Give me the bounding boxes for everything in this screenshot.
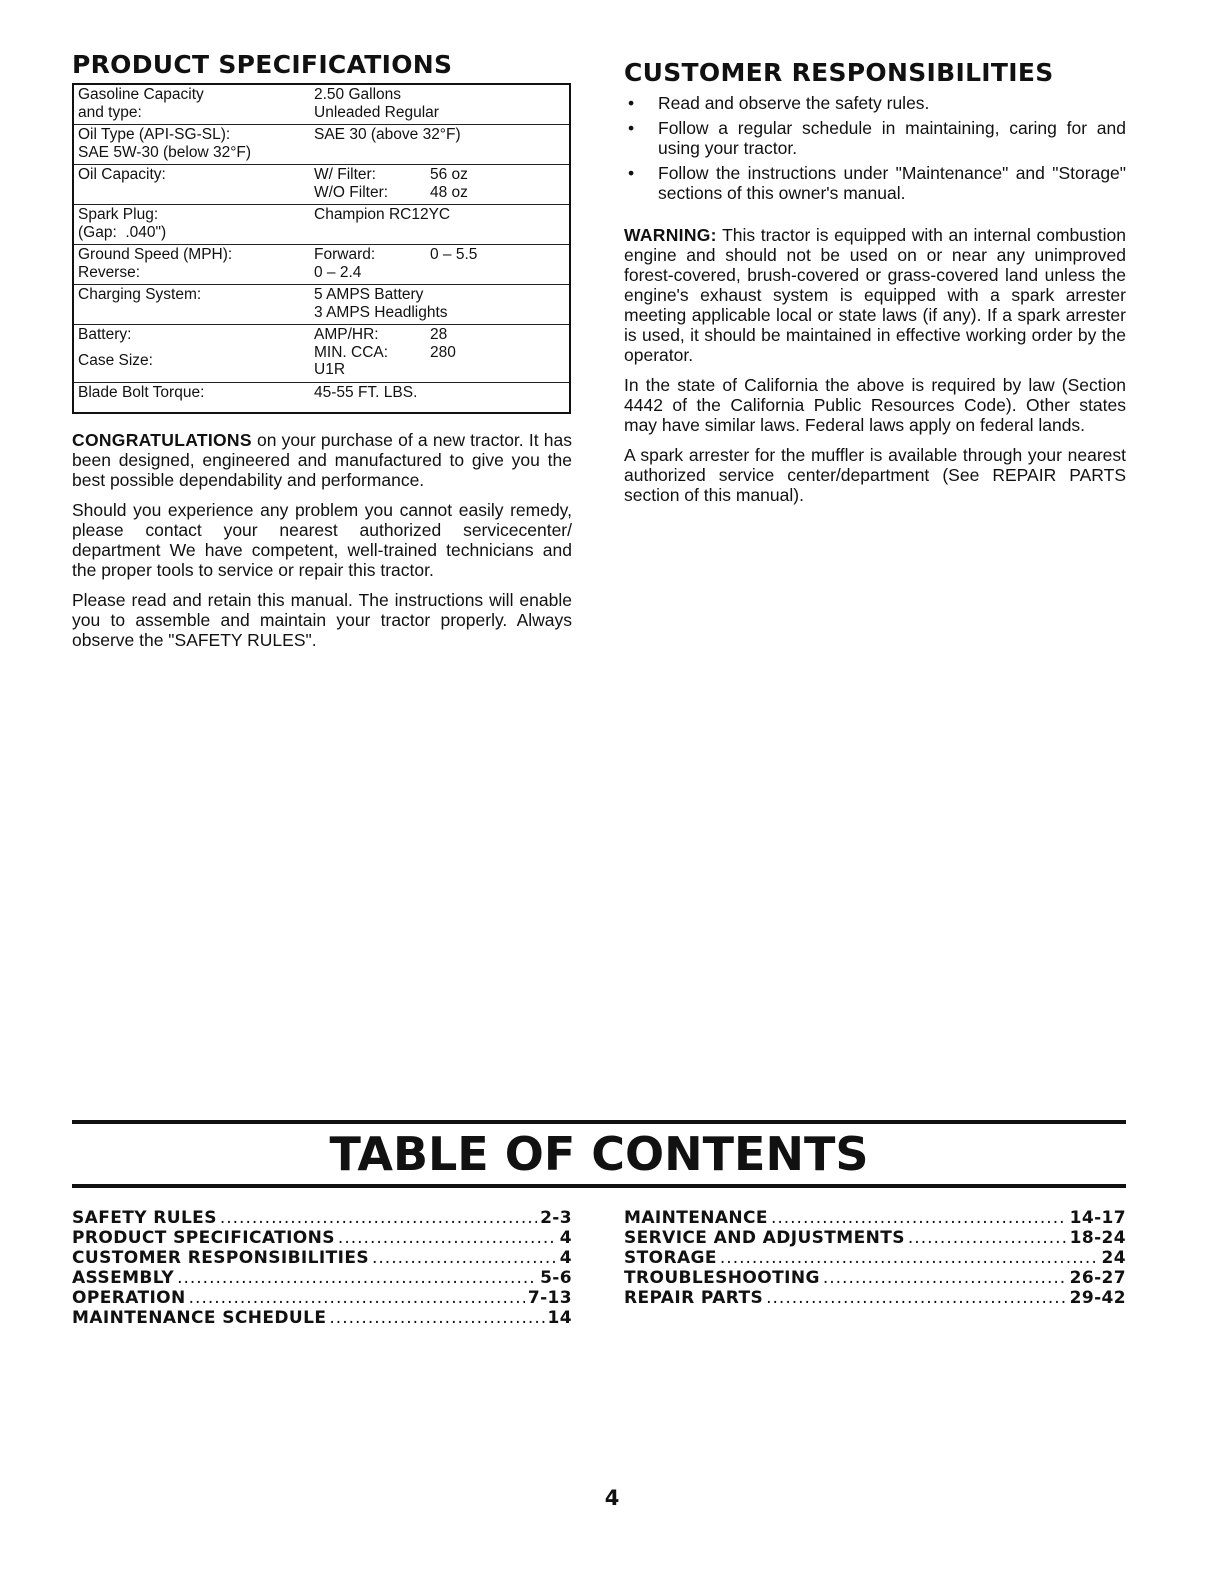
congratulations-label: CONGRATULATIONS bbox=[72, 430, 252, 450]
spec-label: Charging System: bbox=[78, 286, 202, 303]
spec-value: 56 oz bbox=[430, 166, 468, 183]
spec-label: Battery: bbox=[78, 326, 132, 343]
spec-sublabel: W/O Filter: bbox=[314, 183, 389, 201]
toc-bottom-rule bbox=[72, 1184, 1126, 1188]
spec-label: Blade Bolt Torque: bbox=[78, 383, 205, 401]
right-column bbox=[624, 60, 1126, 515]
spec-value: 28 bbox=[430, 326, 448, 343]
spec-value: Champion RC12YC bbox=[314, 206, 451, 223]
spec-value: 2.50 Gallons bbox=[314, 86, 402, 103]
spec-sublabel: AMP/HR: bbox=[314, 326, 379, 343]
toc-entry-operation[interactable]: OPERATION ..... 7-13 bbox=[72, 1288, 572, 1308]
warning-paragraph: WARNING: This tractor is equipped with an internal combustion engine and should not be used on or near any unimproved forest-covered, brush-covered or grass-covered land unless the engine's exhaust system is equipped with a spark arrester meeting applicable local or state laws (if any). If a spark arrester is used, it should be maintained in effective working order by the operator. bbox=[624, 225, 1126, 365]
spec-sublabel: W/ Filter: bbox=[314, 166, 376, 183]
spec-sublabel: Forward: bbox=[314, 246, 376, 263]
toc-entry-maintenance[interactable]: MAINTENANCE ..... 14-17 bbox=[624, 1208, 1126, 1228]
spec-value: 5 AMPS Battery bbox=[314, 286, 424, 303]
spec-label: Ground Speed (MPH): bbox=[78, 246, 233, 263]
spec-value: 0 – 5.5 bbox=[430, 246, 478, 263]
retain-manual-paragraph: Please read and retain this manual. The instructions will enable you to assemble and maintain your tractor properly. Always observe the "SAFETY RULES". bbox=[72, 590, 572, 650]
spec-row-blade-bolt bbox=[73, 382, 570, 413]
toc-entry-storage[interactable]: STORAGE ..... 24 bbox=[624, 1248, 1126, 1268]
customer-responsibilities-heading: CUSTOMER RESPONSIBILITIES bbox=[624, 58, 1054, 87]
toc-entry-product-specifications[interactable]: PRODUCT SPECIFICATIONS ..... 4 bbox=[72, 1228, 572, 1248]
toc-entry-service-and-adjustments[interactable]: SERVICE AND ADJUSTMENTS ..... 18-24 bbox=[624, 1228, 1126, 1248]
bullet-icon: • bbox=[628, 93, 635, 113]
specifications-table bbox=[72, 83, 571, 414]
spec-row-oil-capacity bbox=[73, 165, 570, 205]
spec-label: Reverse: bbox=[78, 263, 141, 281]
spec-sublabel: MIN. CCA: bbox=[314, 343, 389, 361]
responsibilities-list bbox=[624, 93, 1126, 203]
spec-label: SAE 5W-30 (below 32°F) bbox=[78, 143, 252, 161]
left-column bbox=[72, 52, 572, 660]
spec-row-battery bbox=[73, 325, 570, 383]
list-item: • Follow a regular schedule in maintaining, caring for and using your tractor. bbox=[628, 118, 1126, 158]
product-specifications-heading: PRODUCT SPECIFICATIONS bbox=[72, 50, 453, 79]
spec-label: Oil Capacity: bbox=[78, 166, 166, 183]
spec-value: 48 oz bbox=[430, 183, 468, 201]
list-item: • Follow the instructions under "Maintenance" and "Storage" sections of this owner's manual. bbox=[628, 163, 1126, 203]
spec-value: 280 bbox=[430, 343, 456, 361]
spark-arrester-paragraph: A spark arrester for the muffler is available through your nearest authorized service center/department (See REPAIR PARTS section of this manual). bbox=[624, 445, 1126, 505]
bullet-icon: • bbox=[628, 163, 635, 183]
congratulations-paragraph: CONGRATULATIONS on your purchase of a new tractor. It has been designed, engineered and manufactured to give you the best possible dependability and performance. bbox=[72, 430, 572, 490]
spec-label: Spark Plug: bbox=[78, 206, 159, 223]
toc-entry-safety-rules[interactable]: SAFETY RULES ..... 2-3 bbox=[72, 1208, 572, 1228]
spec-value: Unleaded Regular bbox=[314, 103, 439, 121]
spec-label: Oil Type (API-SG-SL): bbox=[78, 126, 231, 143]
toc-entry-maintenance-schedule[interactable]: MAINTENANCE SCHEDULE ..... 14 bbox=[72, 1308, 572, 1328]
spec-value: SAE 30 (above 32°F) bbox=[314, 126, 461, 143]
bullet-icon: • bbox=[628, 118, 635, 138]
spec-value: U1R bbox=[314, 361, 346, 378]
spec-label: and type: bbox=[78, 103, 142, 121]
spec-row-oil-type bbox=[73, 125, 570, 165]
toc-entry-customer-responsibilities[interactable]: CUSTOMER RESPONSIBILITIES ..... 4 bbox=[72, 1248, 572, 1268]
spec-value: 0 – 2.4 bbox=[314, 263, 362, 281]
spec-label: Gasoline Capacity bbox=[78, 86, 204, 103]
toc-left-column bbox=[72, 1208, 572, 1328]
spec-value: 3 AMPS Headlights bbox=[314, 303, 448, 321]
spec-label: (Gap: .040") bbox=[78, 223, 167, 241]
spec-row-charging bbox=[73, 285, 570, 325]
spec-row-spark-plug bbox=[73, 205, 570, 245]
table-of-contents-heading: TABLE OF CONTENTS bbox=[329, 1127, 869, 1181]
warning-label: WARNING: bbox=[624, 225, 717, 245]
california-paragraph: In the state of California the above is required by law (Section 4442 of the California Public Resources Code). Other states may have similar laws. Federal laws apply on federal lands. bbox=[624, 375, 1126, 435]
toc-entry-assembly[interactable]: ASSEMBLY ..... 5-6 bbox=[72, 1268, 572, 1288]
spec-label: Case Size: bbox=[78, 351, 153, 369]
toc-entry-repair-parts[interactable]: REPAIR PARTS ..... 29-42 bbox=[624, 1288, 1126, 1308]
spec-value: 45-55 FT. LBS. bbox=[314, 383, 418, 401]
list-item: • Read and observe the safety rules. bbox=[628, 93, 930, 113]
service-paragraph: Should you experience any problem you cannot easily remedy, please contact your nearest authorized servicecenter/ department We have competent, well-trained technicians and the proper tools to service or repair this tractor. bbox=[72, 500, 572, 580]
page-number: 4 bbox=[604, 1486, 620, 1510]
toc-entry-troubleshooting[interactable]: TROUBLESHOOTING ..... 26-27 bbox=[624, 1268, 1126, 1288]
spec-row-ground-speed bbox=[73, 245, 570, 285]
toc-right-column bbox=[624, 1208, 1126, 1308]
toc-top-rule bbox=[72, 1120, 1126, 1124]
spec-row-gasoline bbox=[73, 84, 570, 125]
